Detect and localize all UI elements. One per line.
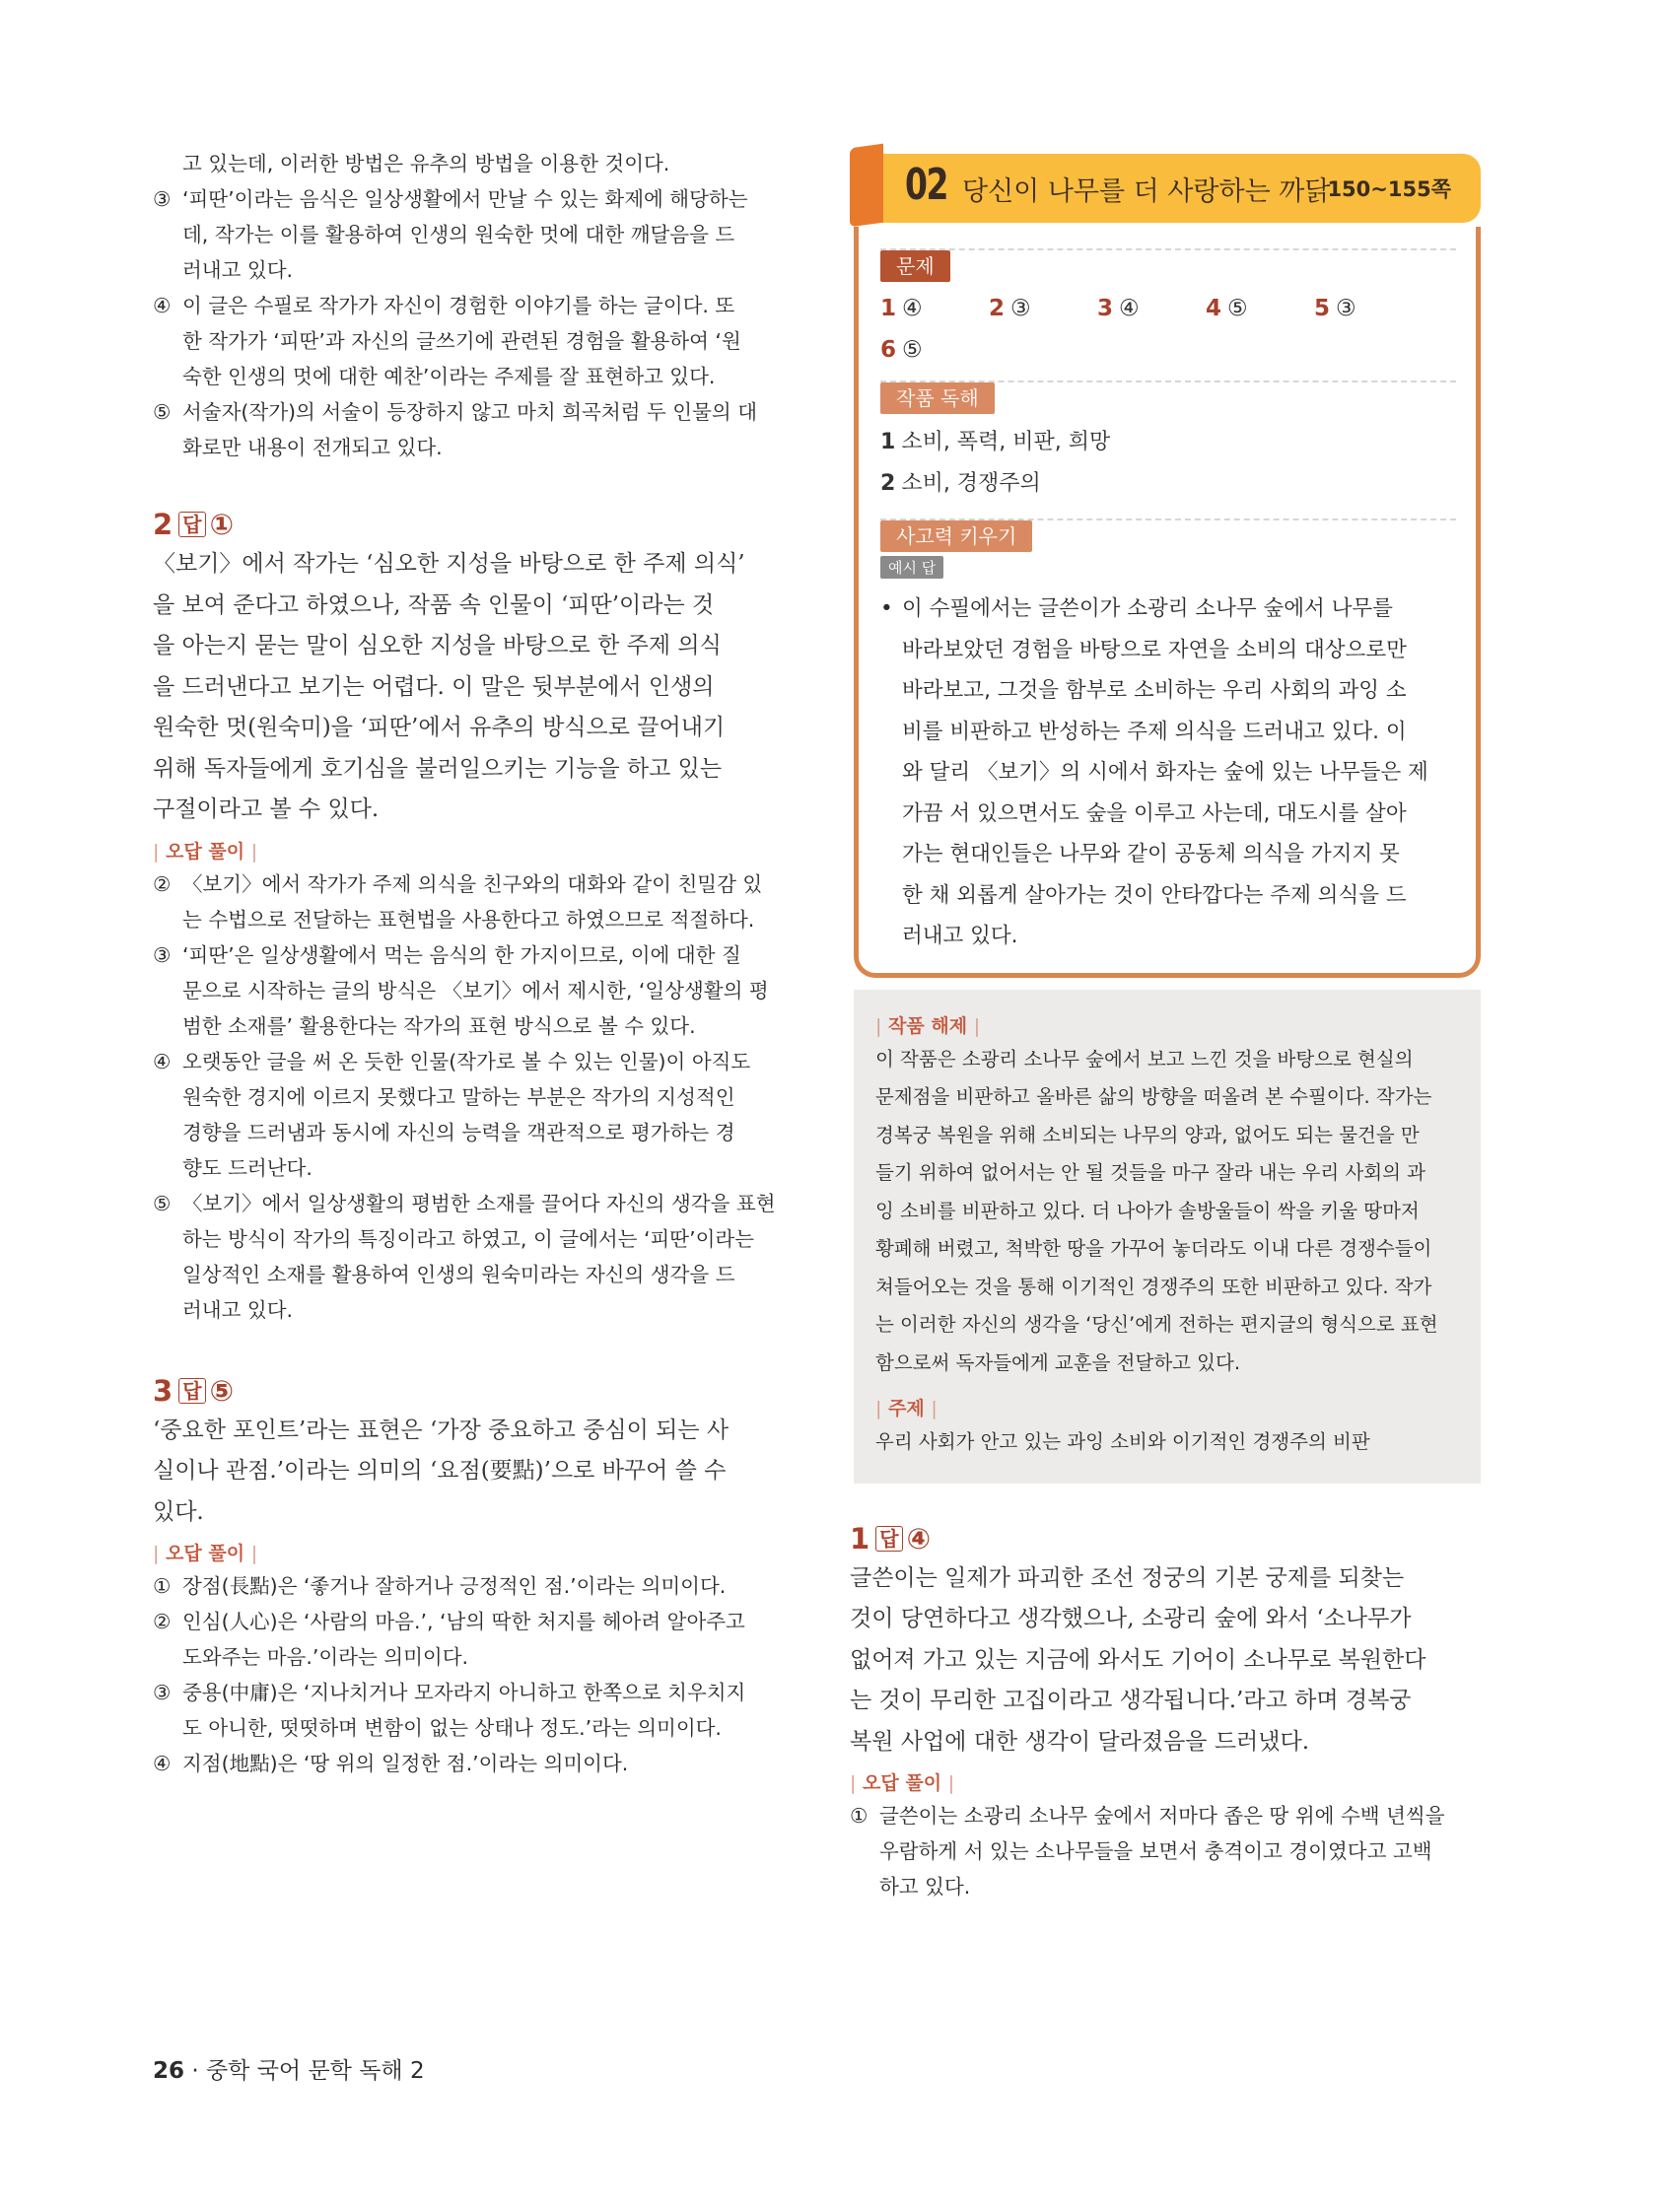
- answer-entry: [880, 329, 989, 371]
- item-marker: ③: [153, 1681, 172, 1704]
- problems-label: 문제: [880, 250, 950, 282]
- text-line: 들기 위하여 없어서는 안 될 것들을 마구 잘라 내는 우리 사회의 과: [875, 1161, 1426, 1184]
- text-line: 함으로써 독자들에게 교훈을 전달하고 있다.: [875, 1350, 1241, 1374]
- top-items: [153, 181, 774, 465]
- page-range: 150~155쪽: [1327, 177, 1451, 201]
- answer-heading-2: [153, 505, 774, 544]
- text-line: 복원 사업에 대한 생각이 달라졌음을 드러냈다.: [850, 1728, 1310, 1755]
- answer-entry: [989, 288, 1097, 329]
- wrong-answer-label: | 오답 풀이 |: [153, 840, 258, 863]
- theme-text: 우리 사회가 안고 있는 과잉 소비와 이기적인 경쟁주의 비판: [875, 1430, 1370, 1453]
- reading-text: 소비, 폭력, 비판, 희망: [901, 430, 1111, 454]
- text-line: 경복궁 복원을 위해 소비되는 나무의 양과, 없어도 되는 물건을 만: [875, 1123, 1420, 1146]
- text-line: ‘피딴’은 일상생활에서 먹는 음식의 한 가지이므로, 이에 대한 질: [182, 942, 741, 967]
- wrong-answer-list: [850, 1798, 1481, 1904]
- text-line: 이 작품은 소광리 소나무 숲에서 보고 느낀 것을 바탕으로 현실의: [875, 1047, 1414, 1071]
- explanation-paragraph: [850, 1558, 1481, 1763]
- answer-badge: 답: [178, 512, 205, 537]
- answer-choice: ①: [209, 508, 235, 541]
- text-line: 을 드러낸다고 보기는 어렵다. 이 말은 뒷부분에서 인생의: [153, 673, 715, 700]
- text-line: 바라보고, 그것을 함부로 소비하는 우리 사회의 과잉 소: [902, 678, 1407, 703]
- answer-heading-r1: [850, 1519, 1481, 1558]
- section-title: 당신이 나무를 더 사랑하는 까닭: [962, 176, 1331, 207]
- item-text: [879, 1798, 1481, 1904]
- text-line: 황폐해 버렸고, 척박한 땅을 가꾸어 놓더라도 이내 다른 경쟁수들이: [875, 1237, 1432, 1260]
- list-item: [153, 1746, 774, 1781]
- footer-separator: ·: [191, 2058, 199, 2084]
- list-item: [153, 394, 774, 465]
- text-line: 서술자(작가)의 서술이 등장하지 않고 마치 희곡처럼 두 인물의 대: [182, 400, 758, 424]
- text-line: 것이 당연하다고 생각했으나, 소광리 숲에 와서 ‘소나무가: [850, 1606, 1412, 1631]
- item-text: [182, 288, 774, 394]
- answer-choice: ⑤: [209, 1373, 235, 1408]
- reading-answers: [880, 422, 1456, 505]
- answer-number: 4: [1206, 296, 1222, 321]
- item-text: [182, 1746, 774, 1781]
- answer-number: 5: [1314, 296, 1331, 321]
- answer-box: [854, 227, 1481, 978]
- text-line: 이 글은 수필로 작가가 자신이 경험한 이야기를 하는 글이다. 또: [182, 294, 735, 317]
- item-marker: ②: [153, 1610, 172, 1633]
- text-line: 한 작가가 ‘피딴’과 자신의 글쓰기에 관련된 경험을 활용하여 ‘원: [182, 329, 741, 353]
- text-line: 러내고 있다.: [902, 924, 1018, 948]
- header-tab-decoration: [850, 144, 883, 228]
- answer-entry: [880, 288, 989, 329]
- wrong-answer-label: | 오답 풀이 |: [850, 1772, 955, 1794]
- text-line: 을 보여 준다고 하였으나, 작품 속 인물이 ‘피딴’이라는 것: [153, 591, 715, 618]
- answer-value: ④: [1119, 296, 1140, 321]
- thinking-section-header: [880, 518, 1456, 550]
- text-line: 하는 방식이 작가의 특징이라고 하였고, 이 글에서는 ‘피딴’이라는: [182, 1226, 755, 1251]
- example-answer-badge: 예시 답: [880, 556, 943, 579]
- bullet-mark: •: [880, 596, 893, 621]
- text-line: 글쓴이는 소광리 소나무 숲에서 저마다 좁은 땅 위에 수백 년씩을: [879, 1804, 1445, 1828]
- analysis-label: | 작품 해제 |: [875, 1014, 981, 1037]
- item-text: [182, 181, 774, 288]
- list-item: [153, 866, 774, 937]
- section-header: [850, 146, 1481, 227]
- question-number: 2: [153, 508, 174, 541]
- item-text: [182, 866, 774, 937]
- item-marker: ③: [153, 942, 172, 967]
- answer-entry: [1314, 288, 1423, 329]
- answer-badge: 답: [875, 1526, 902, 1552]
- text-line: 화로만 내용이 전개되고 있다.: [182, 436, 443, 459]
- text-line: 데, 작가는 이를 활용하여 인생의 원숙한 멋에 대한 깨달음을 드: [182, 223, 735, 246]
- left-column: [153, 146, 774, 1781]
- question-number: 3: [153, 1373, 174, 1408]
- answer-entry: [1206, 288, 1314, 329]
- item-text: [182, 1186, 776, 1328]
- text-line: 인심(人心)은 ‘사람의 마음.’, ‘남의 딱한 처지를 헤아려 알아주고: [182, 1610, 745, 1633]
- text-line: 쳐들어오는 것을 통해 이기적인 경쟁주의 또한 비판하고 있다. 작가: [875, 1275, 1432, 1298]
- item-marker: ⑤: [153, 400, 172, 424]
- text-line: 비를 비판하고 반성하는 주제 의식을 드러내고 있다. 이: [902, 719, 1407, 744]
- section-number: 02: [905, 160, 947, 210]
- text-line: 한 채 외롭게 살아가는 것이 안타깝다는 주제 의식을 드: [902, 882, 1407, 908]
- answer-value: ③: [1010, 296, 1031, 321]
- answer-badge: 답: [178, 1378, 205, 1404]
- answer-choice: ④: [906, 1521, 932, 1555]
- page-number: 26: [153, 2058, 185, 2084]
- answer-number: 3: [1097, 296, 1114, 321]
- text-line: 고 있는데, 이러한 방법은 유추의 방법을 이용한 것이다.: [182, 152, 670, 175]
- item-marker: ④: [153, 1752, 172, 1775]
- list-item: [153, 181, 774, 288]
- text-line: 범한 소재를’ 활용한다는 작가의 표현 방식으로 볼 수 있다.: [182, 1013, 696, 1038]
- item-text: [182, 1568, 774, 1604]
- list-item: [153, 1675, 774, 1746]
- item-marker: ①: [850, 1804, 869, 1828]
- text-line: 도와주는 마음.’이라는 의미이다.: [182, 1645, 469, 1669]
- text-line: 지점(地點)은 ‘땅 위의 일정한 점.’이라는 의미이다.: [182, 1752, 629, 1775]
- text-line: 실이나 관점.’이라는 의미의 ‘요점(要點)’으로 바꾸어 쓸 수: [153, 1458, 727, 1484]
- work-analysis-note: [854, 990, 1481, 1484]
- item-marker: ②: [153, 871, 172, 896]
- text-line: 는 이러한 자신의 생각을 ‘당신’에게 전하는 편지글의 형식으로 표현: [875, 1313, 1438, 1336]
- text-line: 러내고 있다.: [182, 258, 294, 282]
- item-marker: ④: [153, 1049, 172, 1073]
- answer-heading-3: [153, 1371, 774, 1411]
- text-line: 을 아는지 묻는 말이 심오한 지성을 바탕으로 한 주제 의식: [153, 633, 722, 658]
- text-line: 가는 현대인들은 나무와 같이 공동체 의식을 가지지 못: [902, 842, 1400, 866]
- right-column: [850, 146, 1481, 1904]
- text-line: 는 수법으로 전달하는 표현법을 사용한다고 하였으므로 적절하다.: [182, 907, 755, 932]
- text-line: 구절이라고 볼 수 있다.: [153, 796, 380, 822]
- reading-number: 1: [880, 430, 896, 454]
- text-line: 는 것이 무리한 고집이라고 생각됩니다.’라고 하며 경복궁: [850, 1688, 1412, 1713]
- text-line: ‘피딴’이라는 음식은 일상생활에서 만날 수 있는 화제에 해당하는: [182, 187, 748, 211]
- answer-value: ⑤: [902, 337, 923, 363]
- item-text: [182, 937, 774, 1044]
- answer-number: 6: [880, 337, 897, 363]
- text-line: 글쓴이는 일제가 파괴한 조선 정궁의 기본 궁제를 되찾는: [850, 1564, 1405, 1591]
- item-text: [182, 394, 774, 465]
- text-line: 원숙한 경지에 이르지 못했다고 말하는 부분은 작가의 지성적인: [182, 1084, 735, 1109]
- explanation-paragraph: [153, 544, 774, 831]
- text-line: 문으로 시작하는 글의 방식은 〈보기〉에서 제시한, ‘일상생활의 평: [182, 978, 769, 1002]
- list-item: [153, 1568, 774, 1604]
- list-item: [153, 1044, 774, 1186]
- text-line: 있다.: [153, 1498, 204, 1525]
- top-lines: [153, 146, 774, 181]
- text-line: 향도 드러난다.: [182, 1155, 313, 1180]
- text-line: 이 수필에서는 글쓴이가 소광리 소나무 숲에서 나무를: [902, 596, 1393, 621]
- answer-value: ③: [1336, 296, 1356, 321]
- item-text: [182, 1675, 774, 1746]
- answer-value: ④: [902, 296, 923, 321]
- example-answer: [880, 588, 1456, 957]
- question-number: 1: [850, 1521, 870, 1555]
- item-marker: ⑤: [153, 1191, 172, 1215]
- wrong-answer-list: [153, 866, 774, 1328]
- reading-label: 작품 독해: [880, 382, 995, 414]
- answer-entry: [1097, 288, 1206, 329]
- answer-value: ⑤: [1227, 296, 1248, 321]
- answer-number: 1: [880, 296, 897, 321]
- answer-grid: [880, 288, 1456, 371]
- analysis-text: [875, 1041, 1459, 1383]
- text-line: 숙한 인생의 멋에 대한 예찬’이라는 주제를 잘 표현하고 있다.: [182, 365, 716, 388]
- book-title: 중학 국어 문학 독해 2: [205, 2058, 425, 2084]
- list-item: [153, 1186, 774, 1328]
- text-line: 잉 소비를 비판하고 있다. 더 나아가 솔방울들이 싹을 키울 땅마저: [875, 1199, 1420, 1222]
- problems-section-header: [880, 248, 1456, 280]
- item-text: [182, 1604, 774, 1675]
- page-footer: [153, 2052, 425, 2085]
- reading-text: 소비, 경쟁주의: [901, 471, 1041, 496]
- text-line: 없어져 가고 있는 지금에 와서도 기어이 소나무로 복원한다: [850, 1646, 1426, 1673]
- text-line: 오랫동안 글을 써 온 듯한 인물(작가로 볼 수 있는 인물)이 아직도: [182, 1049, 751, 1073]
- text-line: 〈보기〉에서 작가가 주제 의식을 친구와의 대화와 같이 친밀감 있: [182, 871, 763, 896]
- reading-answer: [880, 463, 1456, 505]
- text-line: 우람하게 서 있는 소나무들을 보면서 충격이고 경이였다고 고백: [879, 1839, 1432, 1863]
- text-line: ‘중요한 포인트’라는 표현은 ‘가장 중요하고 중심이 되는 사: [153, 1417, 730, 1443]
- theme-label: | 주제 |: [875, 1398, 938, 1419]
- reading-answer: [880, 422, 1456, 463]
- list-item: [850, 1798, 1481, 1904]
- text-line: 〈보기〉에서 일상생활의 평범한 소재를 끌어다 자신의 생각을 표현: [182, 1191, 776, 1215]
- reading-section-header: [880, 380, 1456, 412]
- text-line: 가끔 서 있으면서도 숲을 이루고 사는데, 대도시를 살아: [902, 800, 1407, 826]
- item-marker: ④: [153, 294, 172, 317]
- text-line: 원숙한 멋(원숙미)을 ‘피딴’에서 유추의 방식으로 끌어내기: [153, 715, 726, 740]
- text-line: 중용(中庸)은 ‘지나치거나 모자라지 아니하고 한쪽으로 치우치지: [182, 1681, 746, 1704]
- text-line: 〈보기〉에서 작가는 ‘심오한 지성을 바탕으로 한 주제 의식’: [153, 551, 745, 577]
- text-line: 일상적인 소재를 활용하여 인생의 원숙미라는 자신의 생각을 드: [182, 1262, 735, 1286]
- item-marker: ③: [153, 187, 172, 211]
- text-line: 장점(長點)은 ‘좋거나 잘하거나 긍정적인 점.’이라는 의미이다.: [182, 1574, 727, 1598]
- item-marker: ①: [153, 1574, 172, 1598]
- item-text: [182, 1044, 774, 1186]
- wrong-answer-list: [153, 1568, 774, 1781]
- answer-number: 2: [989, 296, 1006, 321]
- text-line: 도 아니한, 떳떳하며 변함이 없는 상태나 정도.’라는 의미이다.: [182, 1716, 722, 1740]
- list-item: [153, 1604, 774, 1675]
- explanation-paragraph: [153, 1411, 774, 1534]
- text-line: 위해 독자들에게 호기심을 불러일으키는 기능을 하고 있는: [153, 755, 723, 782]
- text-line: 하고 있다.: [879, 1875, 971, 1899]
- thinking-label: 사고력 키우기: [880, 520, 1032, 552]
- reading-number: 2: [880, 471, 896, 496]
- wrong-answer-label: | 오답 풀이 |: [153, 1543, 258, 1564]
- list-item: [153, 937, 774, 1044]
- text-line: 문제점을 비판하고 올바른 삶의 방향을 떠올려 본 수필이다. 작가는: [875, 1085, 1432, 1108]
- text-line: 바라보았던 경험을 바탕으로 자연을 소비의 대상으로만: [902, 637, 1407, 662]
- text-line: 와 달리 〈보기〉의 시에서 화자는 숲에 있는 나무들은 제: [902, 760, 1428, 785]
- list-item: [153, 288, 774, 394]
- text-line: 러내고 있다.: [182, 1297, 294, 1322]
- example-answer-text: [902, 588, 1428, 957]
- text-line: 경향을 드러냄과 동시에 자신의 능력을 객관적으로 평가하는 경: [182, 1120, 735, 1144]
